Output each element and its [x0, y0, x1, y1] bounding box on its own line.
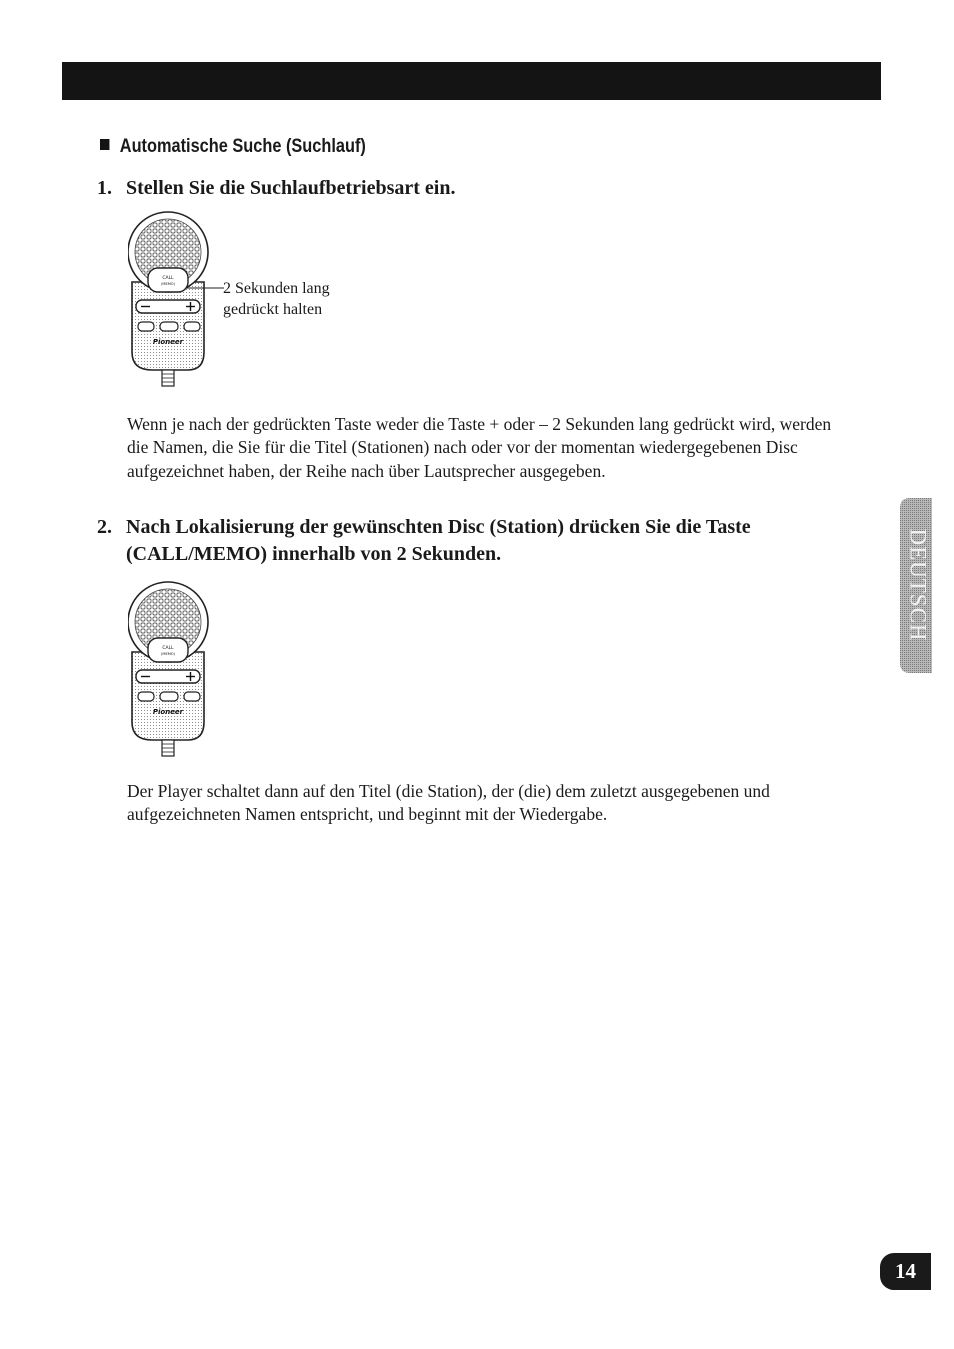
step-1-text: Stellen Sie die Suchlaufbetriebsart ein.	[126, 177, 456, 199]
section-heading-text: Automatische Suche (Suchlauf)	[119, 136, 366, 157]
callout-line-1: 2 Sekunden lang	[223, 280, 330, 297]
header-bar	[62, 62, 881, 100]
language-tab-label: DEUTSCH	[905, 528, 931, 642]
square-bullet-icon	[100, 139, 109, 150]
remote-control-illustration-1	[128, 210, 228, 390]
memo-button-label: (MEMO)	[160, 282, 176, 286]
brand-logo: Pioneer	[152, 708, 184, 716]
step-2-text-line-1: Nach Lokalisierung der gewünschten Disc (Station) drücken Sie die Taste	[126, 516, 751, 538]
remote-control-illustration-2	[128, 580, 228, 760]
callout-label	[223, 278, 330, 320]
step-2-paragraph: Der Player schaltet dann auf den Titel (die Station), der (die) dem zuletzt ausgegebenen und aufgezeichneten Namen entspricht, und beginnt mit der Wiedergabe.	[127, 781, 770, 825]
page-number-badge: 14	[880, 1253, 931, 1290]
step-1-paragraph: Wenn je nach der gedrückten Taste weder die Taste + oder – 2 Sekunden lang gedrückt wird, werden die Namen, die Sie für die Titel (Stationen) nach oder vor der momentan wiedergegebenen Disc aufgezeichnet haben, der Reihe nach über Lautsprecher ausgegeben.	[127, 414, 832, 481]
step-2-number: 2.	[97, 516, 112, 538]
brand-logo: Pioneer	[152, 338, 184, 346]
language-side-tab	[900, 498, 932, 673]
section-heading	[100, 136, 366, 158]
step-1	[97, 175, 597, 202]
call-button-label: CALL	[162, 646, 174, 651]
step-1-number: 1.	[97, 177, 112, 199]
memo-button-label: (MEMO)	[160, 652, 176, 656]
call-button-label: CALL	[162, 276, 174, 281]
callout-line-2: gedrückt halten	[223, 301, 323, 318]
step-2-text-line-2: (CALL/MEMO) innerhalb von 2 Sekunden.	[126, 543, 502, 565]
step-2	[97, 514, 857, 568]
